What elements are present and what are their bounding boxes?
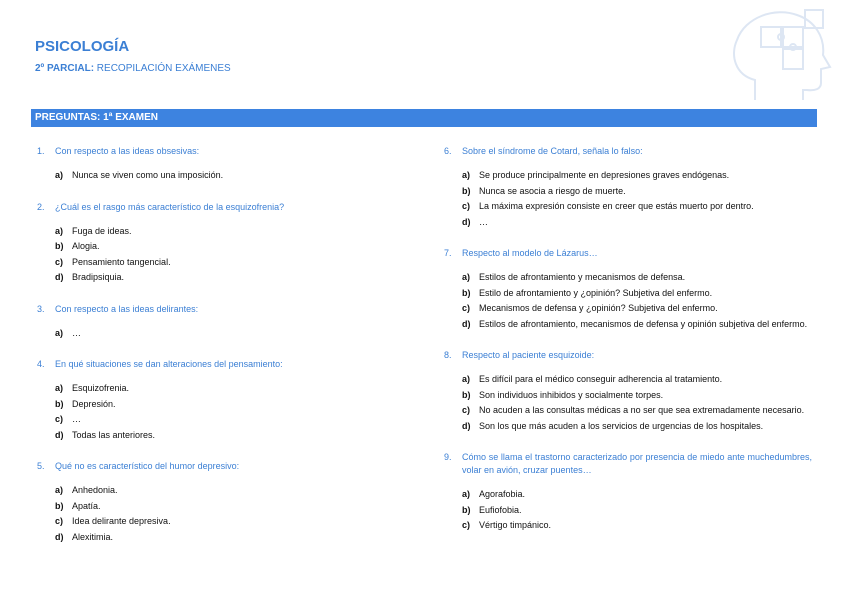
question-item — [37, 358, 397, 443]
option-text: Vértigo timpánico. — [479, 520, 552, 530]
question-title — [37, 303, 397, 316]
option-letter: c) — [55, 414, 64, 424]
question-item — [444, 247, 812, 332]
option-letter: a) — [55, 225, 64, 236]
option-text: Depresión. — [72, 398, 116, 409]
questions-left-column — [37, 145, 397, 562]
answer-option — [444, 518, 812, 534]
option-text: Mecanismos de defensa y ¿opinión? Subjetiva del enfermo. — [479, 303, 718, 313]
option-list — [37, 326, 397, 342]
option-text: Estilo de afrontamiento y ¿opinión? Subjetiva del enfermo. — [479, 287, 713, 298]
option-letter: b) — [55, 241, 64, 251]
option-list — [444, 487, 812, 534]
answer-option — [444, 301, 812, 317]
question-title — [37, 201, 397, 214]
option-text: Alexitimia. — [72, 531, 114, 542]
answer-option — [37, 270, 397, 286]
answer-option — [444, 270, 812, 286]
question-number: 6. — [444, 146, 452, 156]
option-letter: a) — [462, 374, 471, 384]
option-list — [37, 381, 397, 443]
option-letter: d) — [55, 429, 64, 440]
option-list — [37, 483, 397, 545]
answer-option — [37, 397, 397, 413]
answer-option — [444, 168, 812, 184]
option-text: Agorafobia. — [479, 489, 526, 499]
question-text: Respecto al paciente esquizoide: — [462, 350, 595, 360]
answer-option — [37, 499, 397, 515]
answer-option — [37, 381, 397, 397]
option-text: Se produce principalmente en depresiones graves endógenas. — [479, 170, 730, 180]
answer-option — [444, 372, 812, 388]
question-number: 7. — [444, 248, 452, 258]
option-letter: b) — [462, 389, 471, 400]
option-letter: a) — [55, 485, 64, 495]
option-list — [444, 372, 812, 434]
option-letter: a) — [462, 170, 471, 180]
option-text: Estilos de afrontamiento y mecanismos de defensa. — [479, 272, 686, 282]
question-number: 8. — [444, 350, 452, 360]
question-item — [37, 460, 397, 545]
question-text: Cómo se llama el trastorno caracterizado por presencia de miedo ante muchedumbres, volar en avión, cruzar puentes… — [462, 452, 812, 475]
question-number: 1. — [37, 146, 45, 156]
answer-option — [444, 317, 812, 333]
option-text: No acuden a las consultas médicas a no ser que sea extremadamente necesario. — [479, 405, 805, 415]
answer-option — [37, 326, 397, 342]
option-letter: c) — [462, 201, 471, 211]
answer-option — [444, 184, 812, 200]
question-title — [444, 451, 812, 477]
answer-option — [37, 530, 397, 546]
question-number: 2. — [37, 201, 45, 212]
option-letter: d) — [462, 318, 471, 329]
answer-option — [37, 224, 397, 240]
question-item — [444, 349, 812, 434]
option-letter: a) — [462, 272, 471, 282]
option-text: Esquizofrenia. — [72, 383, 130, 393]
answer-option — [37, 514, 397, 530]
answer-option — [444, 388, 812, 404]
option-text: Estilos de afrontamiento, mecanismos de defensa y opinión subjetiva del enfermo. — [479, 318, 808, 329]
answer-option — [444, 419, 812, 435]
answer-option — [444, 503, 812, 519]
answer-option — [444, 286, 812, 302]
option-text: Idea delirante depresiva. — [72, 516, 171, 526]
option-text: Es difícil para el médico conseguir adherencia al tratamiento. — [479, 374, 723, 384]
question-number: 5. — [37, 461, 45, 471]
option-text: La máxima expresión consiste en creer que estás muerto por dentro. — [479, 201, 754, 211]
question-title — [444, 145, 812, 158]
option-text: … — [479, 216, 488, 227]
answer-option — [37, 428, 397, 444]
answer-option — [37, 239, 397, 255]
option-letter: c) — [462, 303, 471, 313]
question-number: 4. — [37, 359, 45, 369]
question-text: Con respecto a las ideas obsesivas: — [55, 146, 200, 156]
question-text: Sobre el síndrome de Cotard, señala lo falso: — [462, 146, 643, 156]
option-text: Bradipsiquia. — [72, 272, 125, 282]
option-text: Fuga de ideas. — [72, 225, 132, 236]
answer-option — [444, 403, 812, 419]
option-text: Todas las anteriores. — [72, 429, 156, 440]
option-text: … — [72, 327, 81, 338]
option-list — [444, 270, 812, 332]
question-item — [37, 201, 397, 286]
question-title — [444, 247, 812, 260]
option-letter: c) — [55, 516, 64, 526]
answer-option — [444, 199, 812, 215]
option-letter: c) — [55, 256, 64, 267]
section-header: PREGUNTAS: 1ª EXAMEN — [31, 109, 817, 127]
question-text: Respecto al modelo de Lázarus… — [462, 248, 598, 258]
answer-option — [37, 255, 397, 271]
option-letter: c) — [462, 520, 471, 530]
option-letter: c) — [462, 405, 471, 415]
option-text: Nunca se viven como una imposición. — [72, 170, 224, 180]
question-text: Con respecto a las ideas delirantes: — [55, 303, 199, 314]
option-letter: a) — [462, 489, 471, 499]
option-text: Anhedonia. — [72, 485, 118, 495]
option-letter: b) — [462, 287, 471, 298]
question-item — [37, 303, 397, 342]
option-letter: b) — [462, 504, 471, 515]
option-text: Apatía. — [72, 500, 101, 511]
option-text: Pensamiento tangencial. — [72, 256, 171, 267]
answer-option — [37, 483, 397, 499]
answer-option — [444, 487, 812, 503]
option-letter: d) — [55, 272, 64, 282]
option-text: Alogia. — [72, 241, 100, 251]
option-letter: d) — [462, 216, 471, 227]
option-list — [37, 224, 397, 286]
question-number: 3. — [37, 303, 45, 314]
option-list — [37, 168, 397, 184]
option-text: Eufiofobia. — [479, 504, 522, 515]
questions-right-column — [444, 145, 812, 551]
option-letter: a) — [55, 327, 64, 338]
answer-option — [37, 168, 397, 184]
question-item — [444, 145, 812, 230]
question-text: Qué no es característico del humor depresivo: — [55, 461, 240, 471]
question-title — [37, 460, 397, 473]
option-letter: d) — [462, 420, 471, 431]
option-letter: a) — [55, 383, 64, 393]
head-puzzle-icon — [725, 5, 835, 105]
page-subtitle — [35, 63, 231, 74]
question-title — [444, 349, 812, 362]
option-text: Son los que más acuden a los servicios de urgencias de los hospitales. — [479, 420, 764, 431]
question-number: 9. — [444, 452, 452, 462]
option-list — [444, 168, 812, 230]
question-text: ¿Cuál es el rasgo más característico de la esquizofrenia? — [55, 201, 285, 212]
answer-option — [37, 412, 397, 428]
question-title — [37, 358, 397, 371]
option-letter: b) — [462, 185, 471, 196]
question-item — [37, 145, 397, 184]
option-letter: d) — [55, 531, 64, 542]
question-title — [37, 145, 397, 158]
option-letter: b) — [55, 398, 64, 409]
subtitle-rest: RECOPILACIÓN EXÁMENES — [94, 63, 231, 74]
question-item — [444, 451, 812, 534]
subtitle-bold: 2º PARCIAL: — [35, 63, 95, 74]
question-text: En qué situaciones se dan alteraciones del pensamiento: — [55, 359, 283, 369]
option-text: … — [72, 414, 81, 424]
answer-option — [444, 215, 812, 231]
option-text: Nunca se asocia a riesgo de muerte. — [479, 185, 626, 196]
option-text: Son individuos inhibidos y socialmente torpes. — [479, 389, 664, 400]
option-letter: a) — [55, 170, 64, 180]
option-letter: b) — [55, 500, 64, 511]
page-title: PSICOLOGÍA — [35, 38, 130, 55]
